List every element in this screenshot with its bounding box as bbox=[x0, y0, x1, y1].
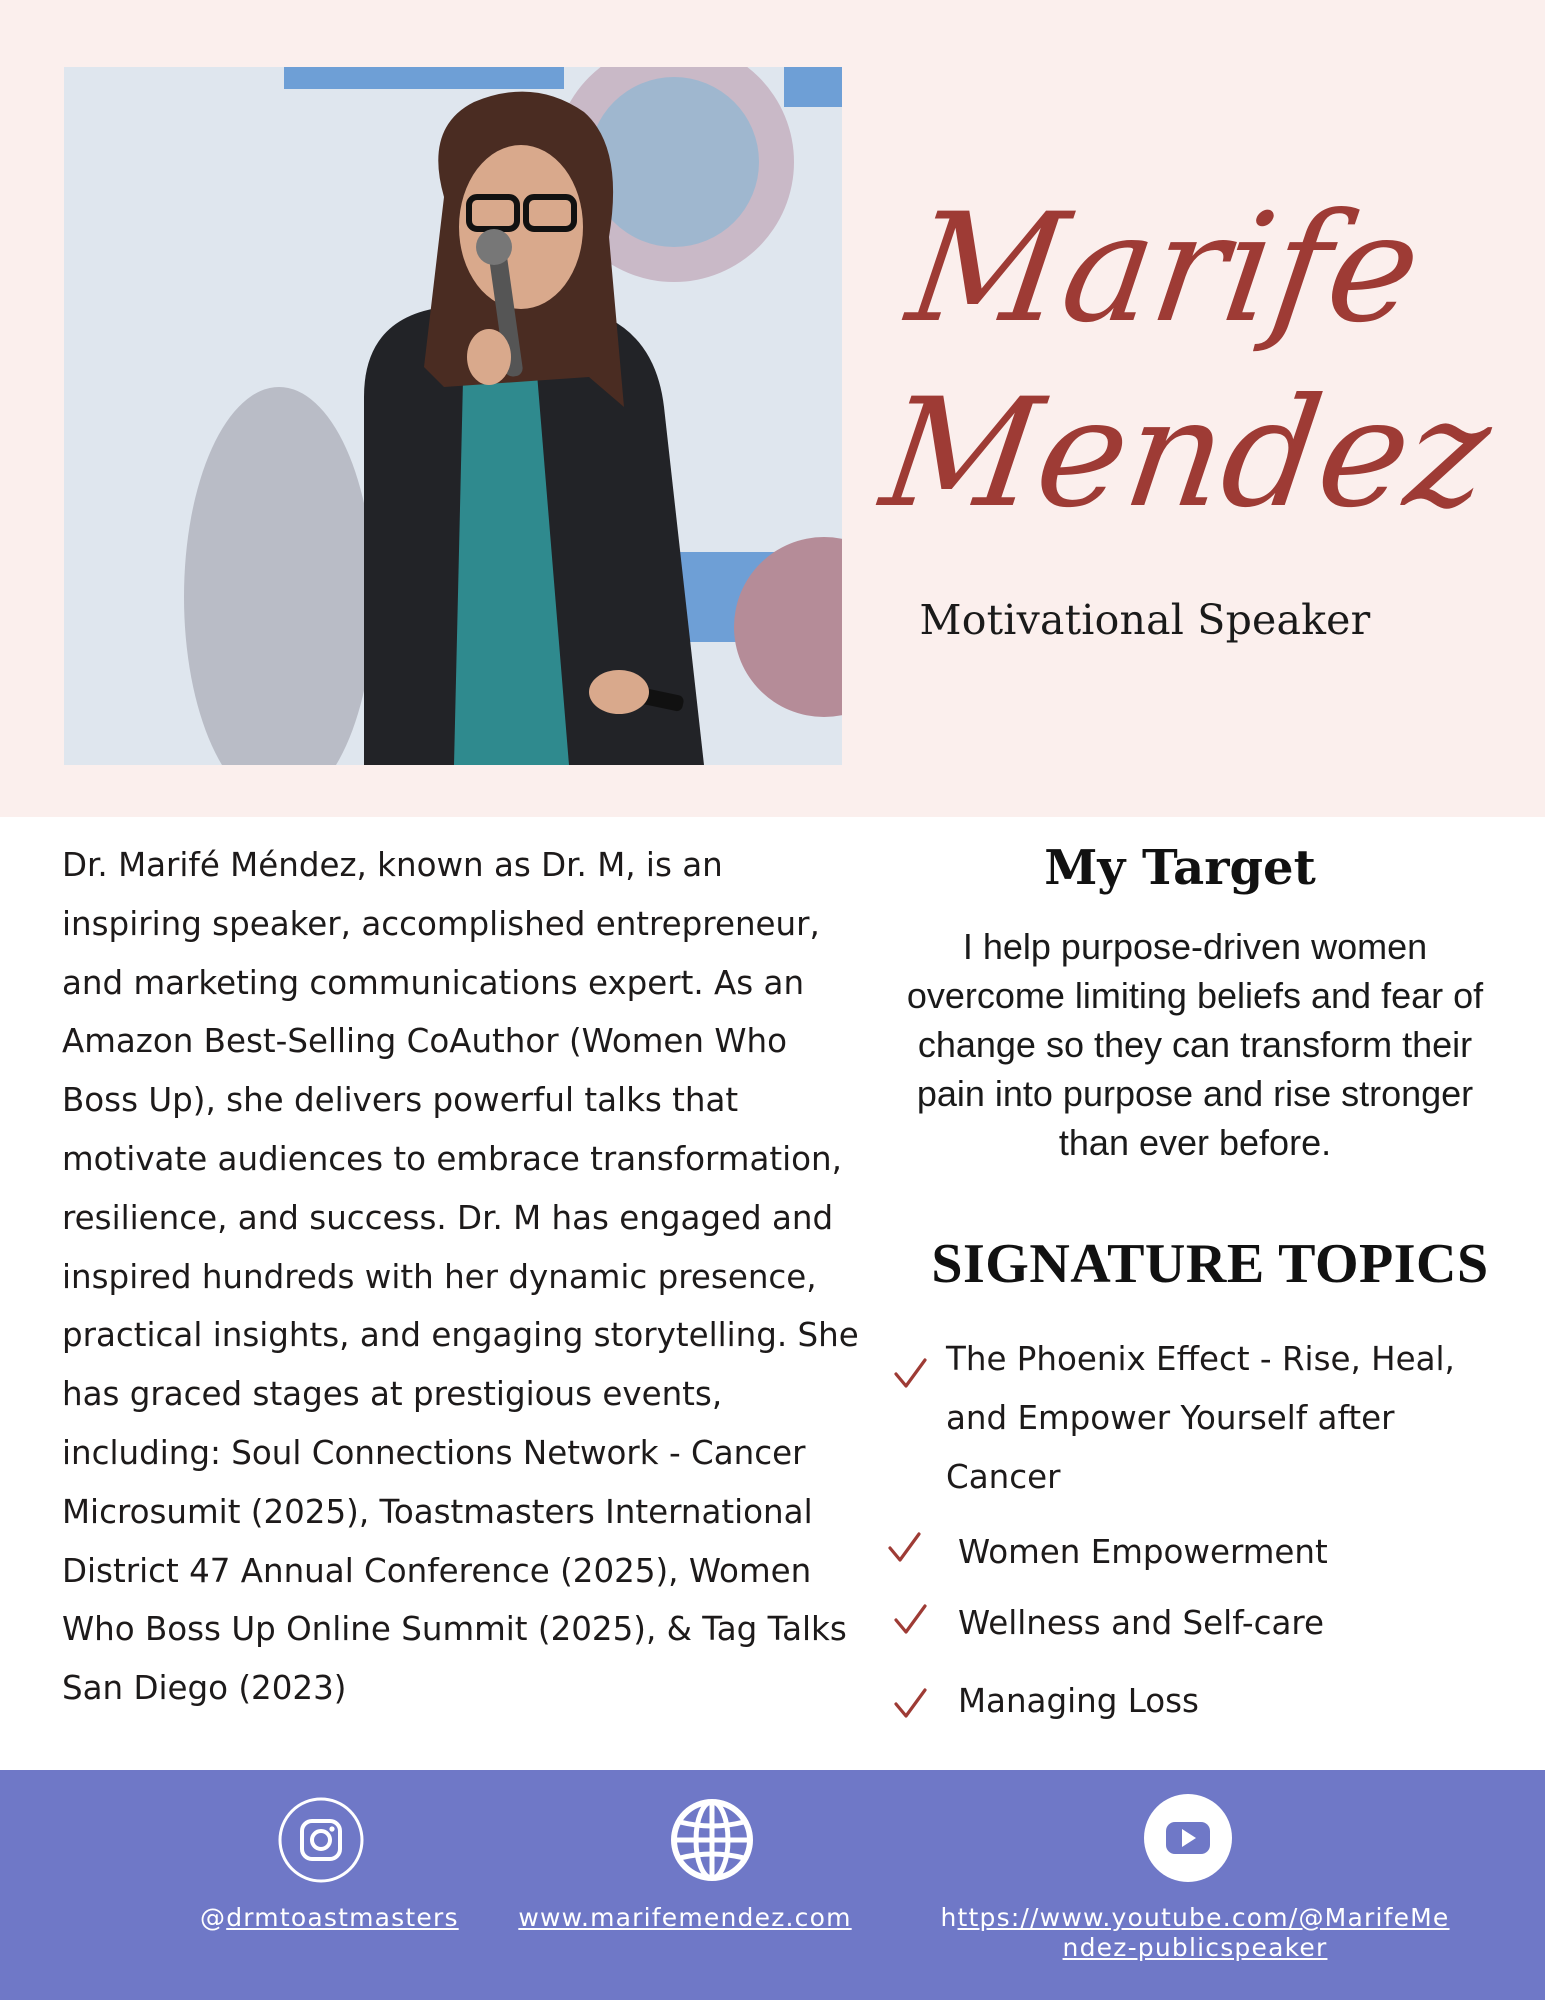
globe-icon[interactable] bbox=[668, 1796, 756, 1884]
topic-item: Managing Loss bbox=[958, 1682, 1199, 1720]
signature-topics-heading: SIGNATURE TOPICS bbox=[931, 1233, 1489, 1295]
youtube-link-text-cont: ndez-publicspeaker bbox=[1062, 1933, 1328, 1962]
instagram-handle-text: drmtoastmasters bbox=[226, 1903, 459, 1932]
youtube-link-text: ttps://www.youtube.com/@MarifeMe bbox=[957, 1903, 1450, 1932]
instagram-handle-prefix: @ bbox=[200, 1903, 227, 1932]
speaker-title: Motivational Speaker bbox=[919, 596, 1371, 644]
youtube-link[interactable] bbox=[930, 1903, 1460, 1963]
topic-item: Women Empowerment bbox=[958, 1533, 1328, 1571]
youtube-icon[interactable] bbox=[1142, 1792, 1234, 1884]
check-icon bbox=[892, 1686, 928, 1722]
target-heading: My Target bbox=[1044, 840, 1316, 896]
instagram-icon[interactable] bbox=[277, 1796, 365, 1884]
speaker-photo bbox=[64, 67, 842, 765]
topic-item: Wellness and Self-care bbox=[958, 1604, 1325, 1642]
instagram-handle-link[interactable] bbox=[200, 1903, 459, 1932]
check-icon bbox=[892, 1602, 928, 1638]
name-line-2: Mendez bbox=[872, 365, 1501, 541]
target-description: I help purpose-driven women overcome limiting beliefs and fear of change so they can transform their pain into purpose and rise stronger than ever before. bbox=[906, 926, 1484, 1163]
bio-paragraph: Dr. Marifé Méndez, known as Dr. M, is an inspiring speaker, accomplished entrepreneur, and marketing communications expert. As an Amazon Best-Selling CoAuthor (Women Who Boss Up), she delivers powerful talks that motivate audiences to embrace transformation, resilience, and success. Dr. M has engaged and inspired hundreds with her dynamic presence, practical insights, and engaging storytelling. She has graced stages at prestigious events, including: Soul Connections Network - Cancer Microsumit (2025), Toastmasters International District 47 Annual Conference (2025), Women Who Boss Up Online Summit (2025), & Tag Talks San Diego (2023) bbox=[62, 846, 859, 1708]
check-icon bbox=[886, 1530, 922, 1566]
speaker-name-script bbox=[872, 170, 1501, 550]
name-line-1: Marife bbox=[898, 180, 1431, 356]
youtube-link-prefix: h bbox=[940, 1903, 958, 1932]
topic-item: The Phoenix Effect - Rise, Heal, and Empower Yourself after Cancer bbox=[946, 1340, 1455, 1496]
footer-bar bbox=[0, 1770, 1545, 2000]
website-link[interactable]: www.marifemendez.com bbox=[518, 1903, 852, 1932]
check-icon bbox=[892, 1356, 928, 1392]
